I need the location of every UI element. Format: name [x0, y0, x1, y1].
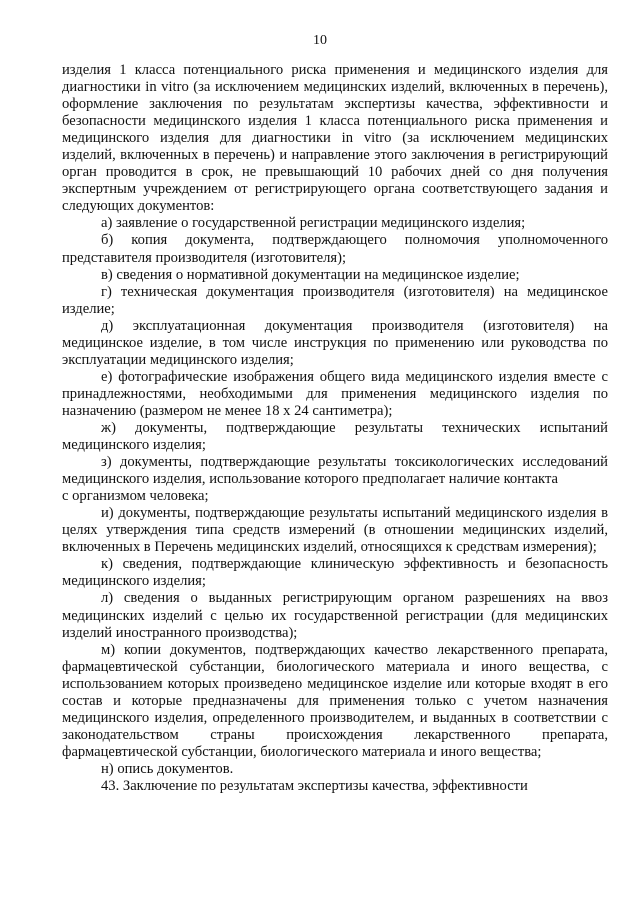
paragraph-43: 43. Заключение по результатам экспертизы качества, эффективности	[101, 777, 528, 794]
list-item-l: л) сведения о выданных регистрирующим органом разрешениях на ввоз медицинских изделий с целью их государственной регистрации (для медицинских изделий иностранного производства);	[62, 590, 608, 641]
list-item-v: в) сведения о нормативной документации на медицинское изделие;	[101, 266, 520, 283]
list-item-zh: ж) документы, подтверждающие результаты технических испытаний медицинского изделия;	[62, 419, 608, 454]
list-item-m: м) копии документов, подтверждающих качество лекарственного препарата, фармацевтической субстанции, биологического материала и иного вещества, с использованием которых произведено медицинское изделие или которые входят в его состав и которые предназначены для применения только с учетом назначения медицинского изделия, определенного производителем, и выданных в соответствии с законодательством страны происхождения лекарственного препарата, фармацевтической субстанции, биологического материала и иного вещества;	[62, 641, 608, 760]
list-item-z: з) документы, подтверждающие результаты токсикологических исследований медицинского изделия, использование которого предполагает наличие контакта	[62, 454, 608, 488]
list-item-d: д) эксплуатационная документация производителя (изготовителя) на медицинское изделие, в том числе инструкция по применению или руководства по эксплуатации медицинского изделия;	[62, 317, 608, 368]
document-body	[62, 62, 608, 795]
page-number: 10	[313, 33, 327, 48]
list-item-z-continuation: с организмом человека;	[62, 488, 209, 505]
list-item-b: б) копия документа, подтверждающего полномочия уполномоченного представителя производителя (изготовителя);	[62, 232, 608, 266]
list-item-g: г) техническая документация производителя (изготовителя) на медицинское изделие;	[62, 283, 608, 317]
paragraph-intro: изделия 1 класса потенциального риска применения и медицинского изделия для диагностики in vitro (за исключением медицинских изделий, включенных в перечень), оформление заключения по результатам экспертизы качества, эффективности и безопасности медицинского изделия 1 класса потенциального риска применения и медицинского изделия для диагностики in vitro (за исключением медицинских изделий, включенных в перечень) и направление этого заключения в регистрирующий орган проводится в срок, не превышающий 10 рабочих дней со дня получения экспертным учреждением от регистрирующего органа соответствующего задания и следующих документов:	[62, 62, 608, 215]
list-item-n: н) опись документов.	[101, 760, 234, 777]
list-item-k: к) сведения, подтверждающие клиническую эффективность и безопасность медицинского изделия;	[62, 556, 608, 590]
list-item-a: а) заявление о государственной регистрации медицинского изделия;	[101, 215, 526, 232]
list-item-e: е) фотографические изображения общего вида медицинского изделия вместе с принадлежностями, необходимыми для применения медицинского изделия по назначению (размером не менее 18 х 24 сантиметра);	[62, 368, 608, 419]
list-item-i: и) документы, подтверждающие результаты испытаний медицинского изделия в целях утверждения типа средств измерений (в отношении медицинских изделий, включенных в Перечень медицинских изделий, относящихся к средствам измерения);	[62, 505, 608, 556]
